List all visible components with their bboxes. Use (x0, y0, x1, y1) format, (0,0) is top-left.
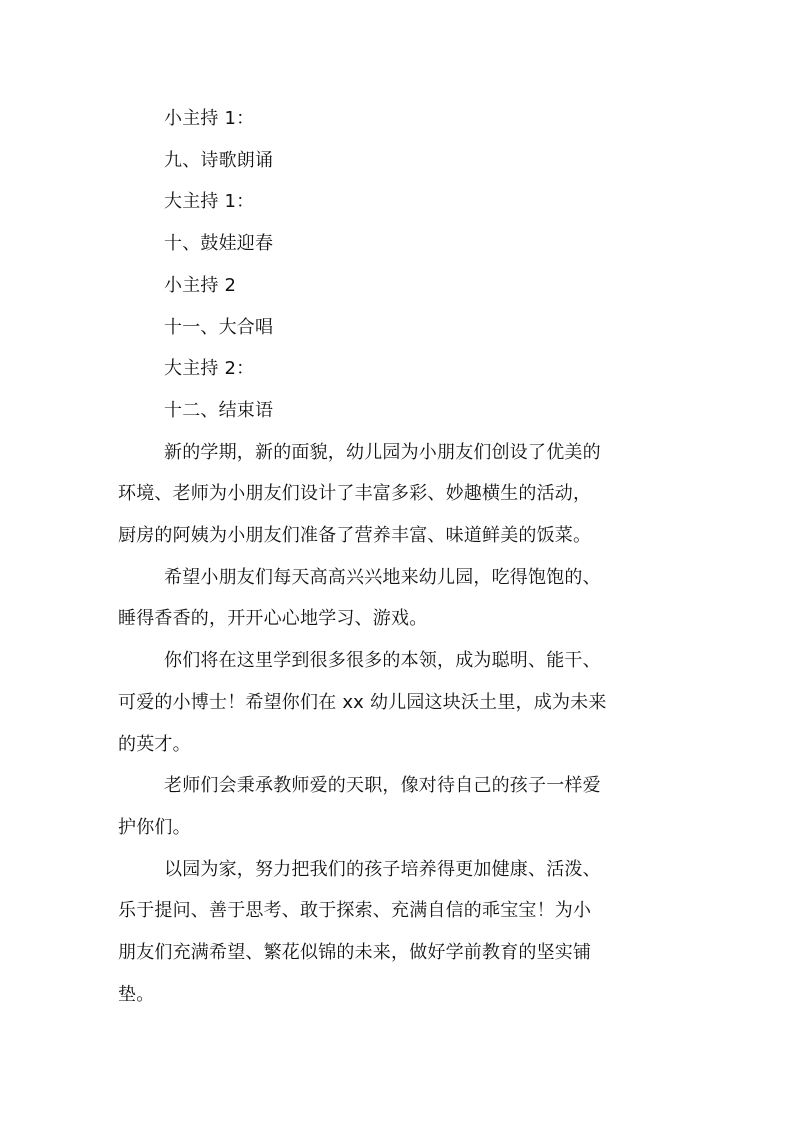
program-item-drum-dance: 十、鼓娃迎春 (164, 233, 274, 255)
program-item-host-small-1: 小主持 1： (164, 108, 255, 129)
paragraph-4-line-1: 老师们会秉承教师爱的天职，像对待自己的孩子一样爱 (164, 775, 601, 797)
document-body (118, 98, 684, 1015)
program-item-chorus: 十一、大合唱 (164, 316, 274, 338)
paragraph-5-line-4: 垫。 (118, 983, 155, 1005)
paragraph-5-line-1: 以园为家，努力把我们的孩子培养得更加健康、活泼、 (164, 858, 601, 880)
paragraph-5-line-3: 朋友们充满希望、繁花似锦的未来，做好学前教育的坚实铺 (118, 942, 592, 964)
paragraph-3-line-1: 你们将在这里学到很多很多的本领，成为聪明、能干、 (164, 650, 601, 672)
paragraph-4-line-2: 护你们。 (118, 816, 191, 838)
paragraph-2-line-2: 睡得香香的，开开心心地学习、游戏。 (118, 608, 428, 630)
paragraph-1-line-1: 新的学期，新的面貌，幼儿园为小朋友们创设了优美的 (164, 441, 601, 463)
paragraph-1-line-2: 环境、老师为小朋友们设计了丰富多彩、妙趣横生的活动， (118, 483, 592, 505)
paragraph-3-line-3: 的英才。 (118, 733, 191, 755)
paragraph-5-line-2: 乐于提问、善于思考、敢于探索、充满自信的乖宝宝！为小 (118, 900, 592, 922)
program-item-host-large-2: 大主持 2： (164, 358, 255, 380)
program-item-host-small-2: 小主持 2 (164, 274, 237, 296)
program-item-closing: 十二、结束语 (164, 399, 274, 421)
paragraph-1-line-3: 厨房的阿姨为小朋友们准备了营养丰富、味道鲜美的饭菜。 (118, 525, 592, 547)
paragraph-2-line-1: 希望小朋友们每天高高兴兴地来幼儿园，吃得饱饱的、 (164, 566, 601, 588)
paragraph-3-line-2: 可爱的小博士！希望你们在 xx 幼儿园这块沃土里，成为未来 (118, 691, 607, 713)
program-item-poetry-recital: 九、诗歌朗诵 (164, 149, 274, 171)
program-item-host-large-1: 大主持 1： (164, 191, 255, 213)
